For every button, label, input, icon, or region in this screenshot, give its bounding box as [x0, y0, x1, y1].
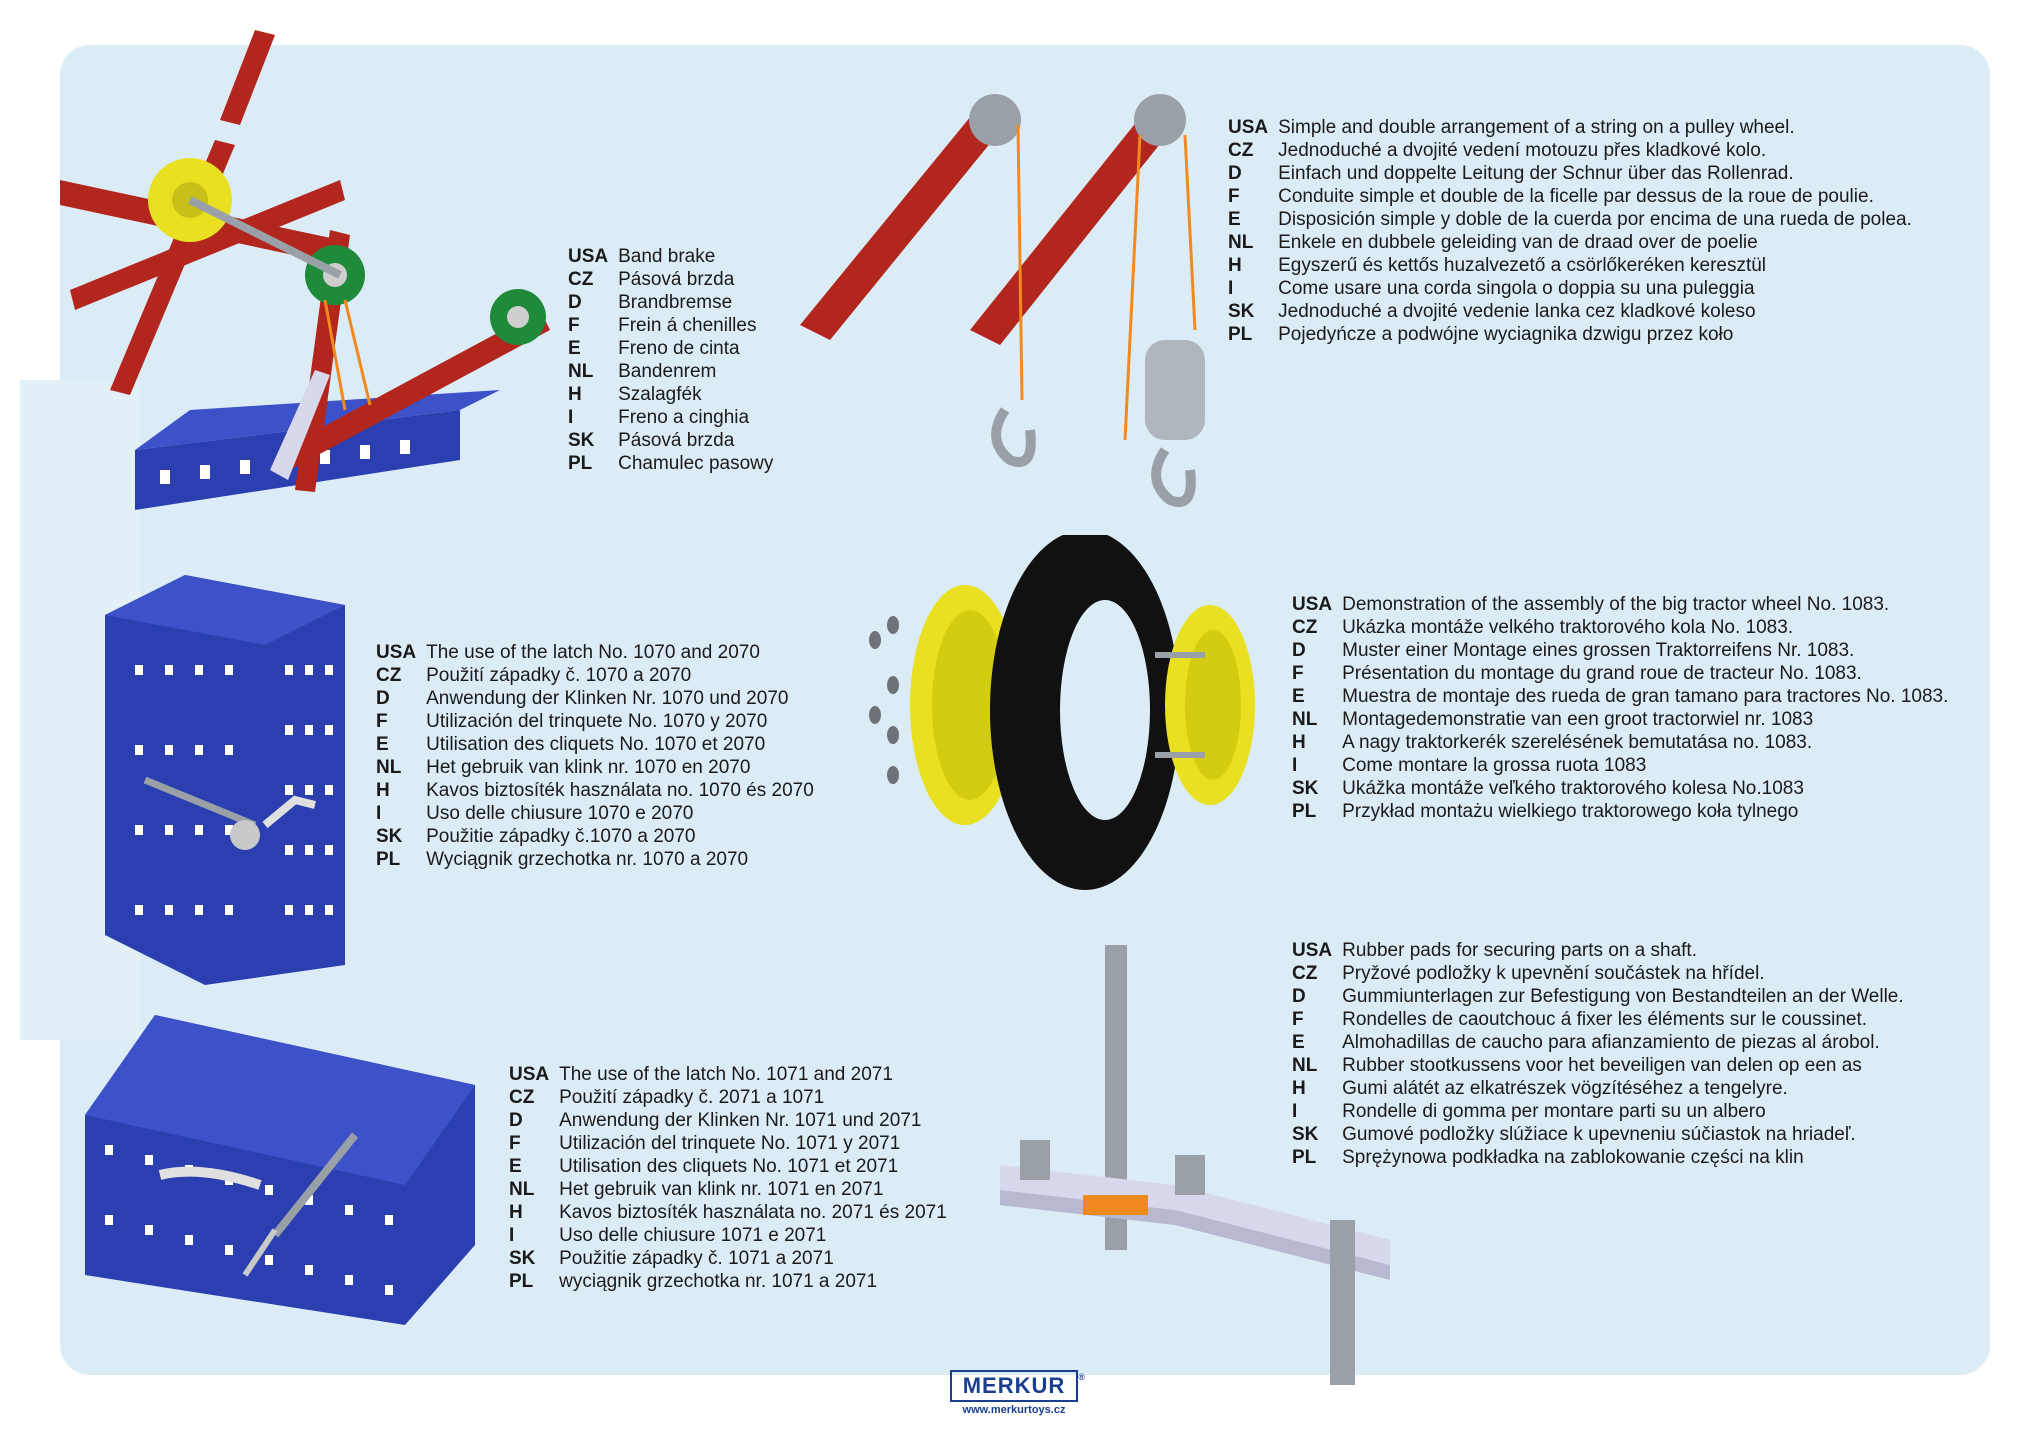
lang-code: SK: [509, 1248, 536, 1269]
lang-code: CZ: [568, 269, 594, 290]
lang-code: SK: [376, 826, 403, 847]
caption-text: Gumové podložky slúžiace k upevneniu súčiastok na hriadeľ.: [1342, 1124, 1856, 1145]
tractor-wheel-illustration: [855, 535, 1285, 915]
lang-code: E: [1228, 209, 1241, 230]
lang-code: H: [509, 1202, 523, 1223]
lang-code: I: [1292, 755, 1298, 776]
logo-url[interactable]: www.merkurtoys.cz: [962, 1404, 1066, 1416]
lang-code: F: [568, 315, 580, 336]
caption-text: Simple and double arrangement of a string on a pulley wheel.: [1278, 117, 1795, 138]
caption-text: Kavos biztosíték használata no. 1070 és 2070: [426, 780, 814, 801]
lang-code: PL: [376, 849, 401, 870]
registered-mark: ®: [1078, 1372, 1086, 1382]
caption-text: Utilización del trinquete No. 1071 y 2071: [559, 1133, 901, 1154]
latch-1070-legend: [376, 641, 814, 871]
caption-text: Ukážka montáže veľkého traktorového kolesa No.1083: [1342, 778, 1804, 799]
caption-text: Wyciągnik grzechotka nr. 1070 a 2070: [426, 849, 749, 870]
caption-text: Ukázka montáže velkého traktorového kola No. 1083.: [1342, 617, 1794, 638]
lang-code: PL: [1292, 801, 1317, 822]
caption-text: Použití západky č. 1070 a 2070: [426, 665, 692, 686]
caption-text: Frein á chenilles: [618, 315, 757, 336]
lang-code: CZ: [1292, 617, 1318, 638]
caption-text: Jednoduché a dvojité vedení motouzu přes kladkové kolo.: [1278, 140, 1767, 161]
lang-code: NL: [568, 361, 594, 382]
caption-text: Het gebruik van klink nr. 1070 en 2070: [426, 757, 751, 778]
caption-text: Enkele en dubbele geleiding van de draad over de poelie: [1278, 232, 1758, 253]
caption-text: Rondelle di gomma per montare parti su un albero: [1342, 1101, 1766, 1122]
lang-code: H: [1228, 255, 1242, 276]
lang-code: D: [1292, 640, 1306, 661]
lang-code: H: [1292, 732, 1306, 753]
caption-text: Rubber pads for securing parts on a shaft.: [1342, 940, 1697, 961]
caption-text: Szalagfék: [618, 384, 702, 405]
lang-code: NL: [1228, 232, 1254, 253]
caption-text: Použití západky č. 2071 a 1071: [559, 1087, 825, 1108]
caption-text: The use of the latch No. 1071 and 2071: [559, 1064, 893, 1085]
lang-code: I: [1228, 278, 1234, 299]
caption-text: Présentation du montage du grand roue de tracteur No. 1083.: [1342, 663, 1862, 684]
lang-code: CZ: [376, 665, 402, 686]
latch-1070-illustration: [95, 575, 355, 995]
band-brake-legend: [568, 245, 773, 475]
caption-text: Chamulec pasowy: [618, 453, 774, 474]
lang-code: H: [376, 780, 390, 801]
lang-code: I: [376, 803, 382, 824]
lang-code: D: [568, 292, 582, 313]
tractor-wheel-legend: [1292, 593, 1948, 823]
caption-text: Utilisation des cliquets No. 1071 et 2071: [559, 1156, 899, 1177]
caption-text: Het gebruik van klink nr. 1071 en 2071: [559, 1179, 884, 1200]
caption-text: Kavos biztosíték használata no. 2071 és 2071: [559, 1202, 947, 1223]
caption-text: Uso delle chiusure 1070 e 2070: [426, 803, 694, 824]
lang-code: CZ: [1292, 963, 1318, 984]
lang-code: PL: [1228, 324, 1253, 345]
lang-code: PL: [509, 1271, 534, 1292]
caption-text: Montagedemonstratie van een groot tractorwiel nr. 1083: [1342, 709, 1814, 730]
lang-code: USA: [509, 1064, 550, 1085]
lang-code: NL: [376, 757, 402, 778]
merkur-logo[interactable]: [950, 1370, 1086, 1416]
caption-text: Gummiunterlagen zur Befestigung von Bestandteilen an der Welle.: [1342, 986, 1904, 1007]
latch-1071-legend: [509, 1063, 947, 1293]
caption-text: Muestra de montaje des rueda de gran tamano para tractores No. 1083.: [1342, 686, 1949, 707]
caption-text: Band brake: [618, 246, 716, 267]
caption-text: Použitie západky č.1070 a 2070: [426, 826, 696, 847]
caption-text: Použitie západky č. 1071 a 2071: [559, 1248, 834, 1269]
caption-text: Sprężynowa podkładka na zablokowanie części na klin: [1342, 1147, 1804, 1168]
caption-text: Jednoduché a dvojité vedenie lanka cez kladkové koleso: [1278, 301, 1756, 322]
lang-code: D: [376, 688, 390, 709]
caption-text: Freno a cinghia: [618, 407, 750, 428]
lang-code: USA: [376, 642, 417, 663]
lang-code: E: [376, 734, 389, 755]
lang-code: SK: [568, 430, 595, 451]
caption-text: Almohadillas de caucho para afianzamiento de piezas al árobol.: [1342, 1032, 1880, 1053]
logo-brand: [950, 1370, 1086, 1402]
caption-text: wyciągnik grzechotka nr. 1071 a 2071: [559, 1271, 878, 1292]
caption-text: Egyszerű és kettős huzalvezető a csörlőkeréken keresztül: [1278, 255, 1767, 276]
lang-code: SK: [1292, 778, 1319, 799]
lang-code: D: [509, 1110, 523, 1131]
lang-code: F: [1228, 186, 1240, 207]
lang-code: CZ: [1228, 140, 1254, 161]
lang-code: D: [1292, 986, 1306, 1007]
lang-code: E: [568, 338, 581, 359]
caption-text: The use of the latch No. 1070 and 2070: [426, 642, 760, 663]
lang-code: F: [1292, 1009, 1304, 1030]
lang-code: SK: [1228, 301, 1255, 322]
lang-code: E: [509, 1156, 522, 1177]
caption-text: Brandbremse: [618, 292, 733, 313]
caption-text: A nagy traktorkerék szerelésének bemutatása no. 1083.: [1342, 732, 1813, 753]
caption-text: Come usare una corda singola o doppia su una puleggia: [1278, 278, 1755, 299]
pulley-legend: [1228, 116, 1912, 346]
lang-code: F: [376, 711, 388, 732]
lang-code: F: [1292, 663, 1304, 684]
caption-text: Anwendung der Klinken Nr. 1070 und 2070: [426, 688, 789, 709]
lang-code: F: [509, 1133, 521, 1154]
caption-text: Demonstration of the assembly of the big tractor wheel No. 1083.: [1342, 594, 1890, 615]
lang-code: I: [1292, 1101, 1298, 1122]
caption-text: Przykład montażu wielkiego traktorowego koła tylnego: [1342, 801, 1799, 822]
lang-code: I: [568, 407, 574, 428]
lang-code: H: [1292, 1078, 1306, 1099]
caption-text: Utilisation des cliquets No. 1070 et 2070: [426, 734, 766, 755]
lang-code: NL: [1292, 1055, 1318, 1076]
caption-text: Uso delle chiusure 1071 e 2071: [559, 1225, 827, 1246]
caption-text: Gumi alátét az elkatrészek vögzítéséhez a tengelyre.: [1342, 1078, 1788, 1099]
lang-code: SK: [1292, 1124, 1319, 1145]
caption-text: Pásová brzda: [618, 269, 735, 290]
lang-code: E: [1292, 686, 1305, 707]
band-brake-illustration: [40, 30, 570, 550]
caption-text: Pojedyńcze a podwójne wyciagnika dzwigu przez koło: [1278, 324, 1734, 345]
lang-code: USA: [1292, 594, 1333, 615]
lang-code: I: [509, 1225, 515, 1246]
lang-code: E: [1292, 1032, 1305, 1053]
caption-text: Anwendung der Klinken Nr. 1071 und 2071: [559, 1110, 922, 1131]
caption-text: Utilización del trinquete No. 1070 y 2070: [426, 711, 768, 732]
caption-text: Bandenrem: [618, 361, 717, 382]
logo-brand-text: MERKUR: [962, 1373, 1066, 1398]
lang-code: PL: [568, 453, 593, 474]
latch-1071-illustration: [85, 1015, 480, 1335]
caption-text: Pryžové podložky k upevnění součástek na hřídel.: [1342, 963, 1765, 984]
caption-text: Einfach und doppelte Leitung der Schnur über das Rollenrad.: [1278, 163, 1794, 184]
lang-code: USA: [1228, 117, 1269, 138]
caption-text: Rondelles de caoutchouc á fixer les éléments sur le coussinet.: [1342, 1009, 1868, 1030]
rubber-pads-legend: [1292, 939, 1904, 1169]
lang-code: CZ: [509, 1087, 535, 1108]
caption-text: Rubber stootkussens voor het beveiligen van delen op een as: [1342, 1055, 1862, 1076]
lang-code: NL: [509, 1179, 535, 1200]
lang-code: USA: [568, 246, 609, 267]
caption-text: Come montare la grossa ruota 1083: [1342, 755, 1647, 776]
lang-code: PL: [1292, 1147, 1317, 1168]
caption-text: Conduite simple et double de la ficelle par dessus de la roue de poulie.: [1278, 186, 1874, 207]
caption-text: Muster einer Montage eines grossen Traktorreifens Nr. 1083.: [1342, 640, 1855, 661]
caption-text: Pásová brzda: [618, 430, 735, 451]
lang-code: USA: [1292, 940, 1333, 961]
lang-code: NL: [1292, 709, 1318, 730]
pulley-illustration: [800, 80, 1220, 510]
lang-code: D: [1228, 163, 1242, 184]
lang-code: H: [568, 384, 582, 405]
caption-text: Disposición simple y doble de la cuerda por encima de una rueda de polea.: [1278, 209, 1912, 230]
caption-text: Freno de cinta: [618, 338, 740, 359]
